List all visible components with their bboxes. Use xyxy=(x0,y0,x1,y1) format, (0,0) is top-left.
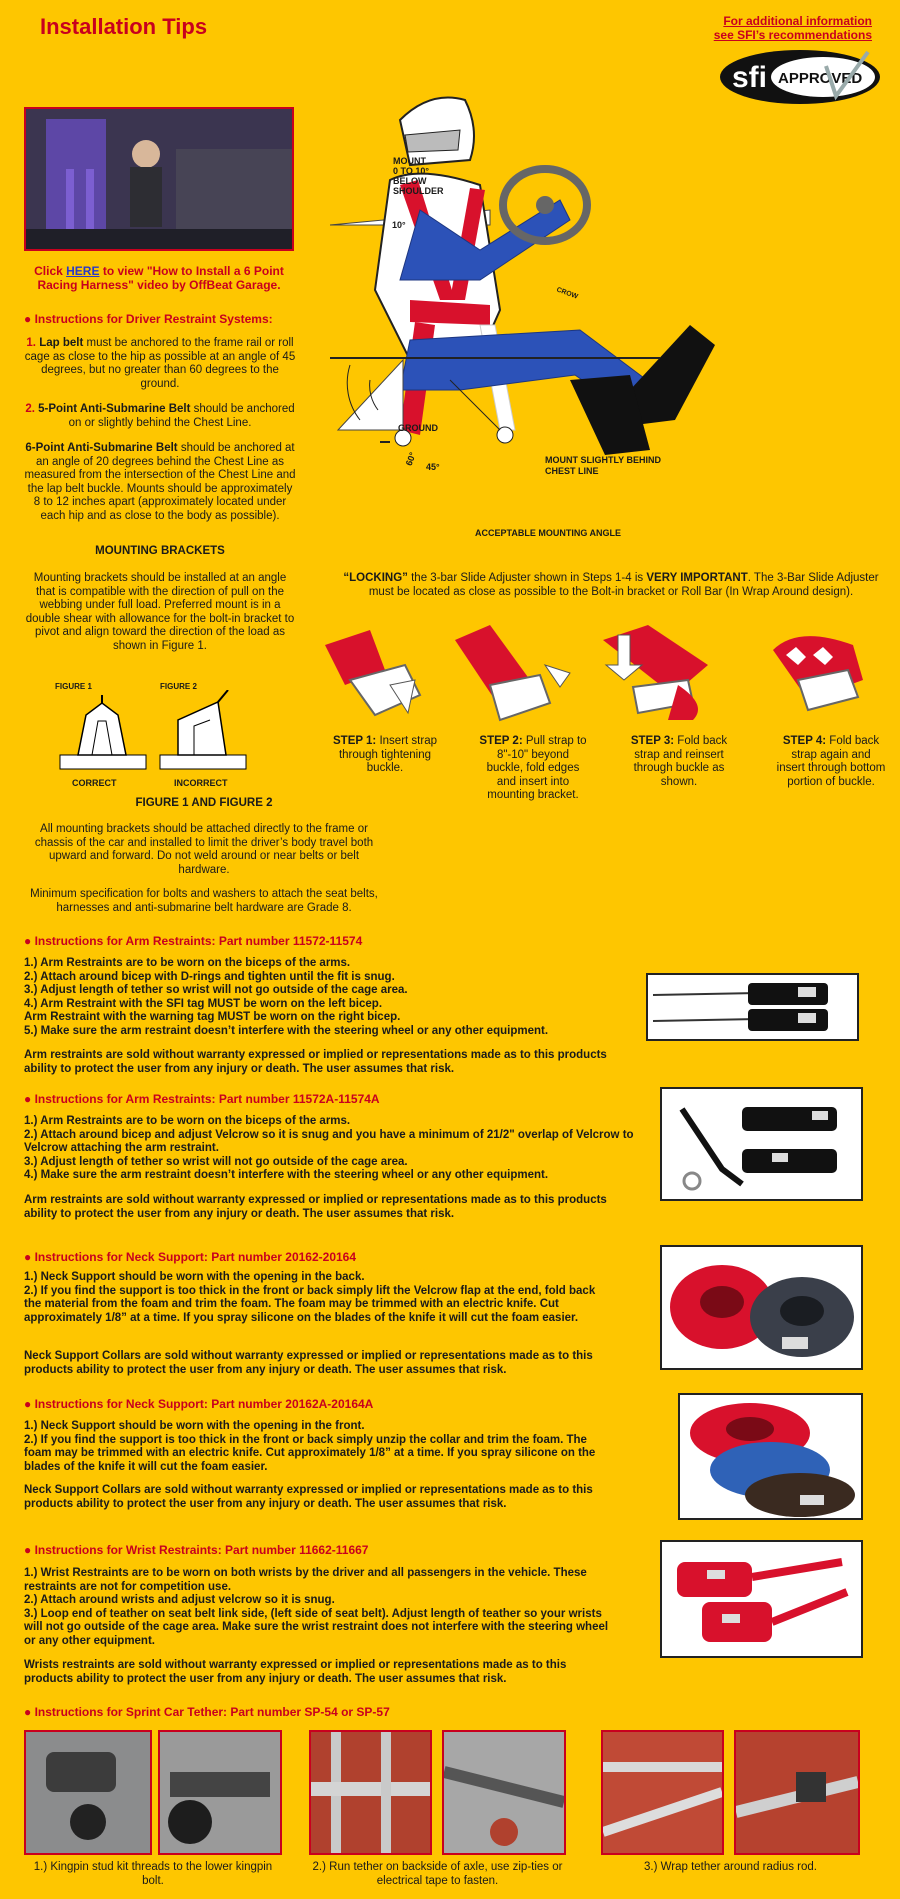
lap-belt-paragraph: 1. Lap belt must be anchored to the frame rail or roll cage as close to the hip as possible at an angle of 45 degrees, but no greater than 60 degrees to the ground. xyxy=(24,337,296,390)
six-point-paragraph: 6-Point Anti-Submarine Belt should be anchored at an angle of 20 degrees behind the Chest Line as measured from the intersection of the Chest Line and the lap belt buckle. Mounts should be approximately 8 to 12 inches apart (approximately located under each hip and as close to the body as possible). xyxy=(24,442,296,522)
sprint-tether-heading: ● Instructions for Sprint Car Tether: Part number SP-54 or SP-57 xyxy=(24,1705,390,1719)
figures-heading: FIGURE 1 AND FIGURE 2 xyxy=(135,797,273,809)
step3-text: STEP 3: Fold back strap and reinsert through buckle as shown. xyxy=(630,735,728,788)
arm-restraint-list-2: 1.) Arm Restraints are to be worn on the biceps of the arms. 2.) Attach around bicep and adjust Velcrow so it is snug and you have a minimum of 21/2" overlap of Velcrow to Velcrow attaching the arm restraint. 3.) Adjust length of tether so wrist will not go outside of the cage area. 4.) Make sure the arm restraint doesn’t interfere with the steering wheel or any other equipment. xyxy=(24,1115,634,1181)
zip-neck-collar-icon xyxy=(680,1395,861,1518)
mounting-brackets-text: Mounting brackets should be installed at an angle that is compatible with the direction of pull on the webbing under full load. Preferred mount is in a double shear with allowance for the bolt-in bracket to pivot and align toward the direction of the load as shown in Figure 1. xyxy=(25,572,295,652)
mounting-brackets-heading: MOUNTING BRACKETS xyxy=(95,545,225,557)
step2-text: STEP 2: Pull strap to 8"-10" beyond buckle, fold edges and insert into mounting bracket. xyxy=(479,735,587,801)
kingpin-bolt-photo-icon xyxy=(160,1732,280,1853)
figure1-correct-label: CORRECT xyxy=(72,778,117,788)
sfi-recommendations-link[interactable] xyxy=(714,14,872,42)
neck-support-list-1: 1.) Neck Support should be worn with the opening in the back. 2.) If you find the support is too thick in the front or back simply lift the Velcrow flap at the end, fold back the material from the foam and trim the foam. The foam may be trimmed with an electric knife. Cut approximately 1/8” at a time. If you spray silicone on the blades of the knife it will cut the foam easier. xyxy=(24,1271,596,1324)
sfi-badge-right: APPROVED xyxy=(778,70,863,87)
arm-restraint-list-1: 1.) Arm Restraints are to be worn on the biceps of the arms. 2.) Attach around bicep with D-rings and tighten until the fit is snug. 3.) Adjust length of tether so wrist will not go outside of the cage area. 4.) Arm Restraint with the SFI tag MUST be worn on the left bicep. Arm Restraint with the warning tag MUST be worn on the right bicep. 5.) Make sure the arm restraint doesn’t interfere with the steering wheel or any other equipment. xyxy=(24,957,549,1037)
bolt-spec-text: Minimum specification for bolts and washers to attach the seat belts, harnesses and anti-submarine belt hardware are Grade 8. xyxy=(30,888,378,914)
neck-support-disclaimer-1: Neck Support Collars are sold without warranty expressed or implied or representations made as to this products ability to protect the user from any injury or death. The user assumes that risk. xyxy=(24,1350,593,1376)
neck-support-product-image-2 xyxy=(678,1393,863,1520)
angle-10-label: 10° xyxy=(392,220,406,230)
wrist-restraint-disclaimer: Wrists restraints are sold without warranty expressed or implied or representations made as to this products ability to protect the user from any injury or death. The user assumes that risk. xyxy=(24,1659,567,1685)
figure2-incorrect-label: INCORRECT xyxy=(174,778,228,788)
sprint-caption-1: 1.) Kingpin stud kit threads to the lower kingpin bolt. xyxy=(33,1861,273,1887)
sprint-photo-3a xyxy=(601,1730,724,1855)
driver-restraint-heading: ● Instructions for Driver Restraint Systems: xyxy=(24,312,273,326)
diagram-buckle-label: CROW xyxy=(555,286,579,301)
sprint-photo-1a xyxy=(24,1730,152,1855)
sprint-caption-3: 3.) Wrap tether around radius rod. xyxy=(643,1861,818,1873)
radius-rod-wrap-photo-icon xyxy=(736,1732,858,1853)
arm-restraint-disclaimer-2: Arm restraints are sold without warranty expressed or implied or representations made as to this products ability to protect the user from any injury or death. The user assumes that risk. xyxy=(24,1194,607,1220)
neck-support-heading-1: ● Instructions for Neck Support: Part number 20162-20164 xyxy=(24,1250,357,1264)
harness-video-thumbnail[interactable] xyxy=(24,107,294,251)
sprint-photo-2b xyxy=(442,1730,566,1855)
velcro-arm-restraint-icon xyxy=(662,1089,861,1199)
sprint-caption-2: 2.) Run tether on backside of axle, use zip-ties or electrical tape to fasten. xyxy=(312,1861,563,1887)
angle-45-label: 45° xyxy=(426,462,440,472)
step4-buckle-icon xyxy=(768,625,878,725)
figure2-incorrect-bracket-icon xyxy=(158,690,248,775)
five-point-paragraph: 2. 5-Point Anti-Submarine Belt should be anchored on or slightly behind the Chest Line. xyxy=(25,403,295,429)
arm-restraint-heading-2: ● Instructions for Arm Restraints: Part number 11572A-11574A xyxy=(24,1092,380,1106)
wrist-restraint-list: 1.) Wrist Restraints are to be worn on both wrists by the driver and all passengers in the vehicle. These restraints are not for competition use. 2.) Attach around wrists and adjust velcrow so it is snug. 3.) Loop end of teather on seat belt link side, (left side of seat belt). Adjust length of teather so your wrists will not go outside of the cage area. Make sure the wrist restraint does not interfere with the steering wheel or any other equipment. xyxy=(24,1567,609,1647)
radius-rod-photo-icon xyxy=(603,1732,722,1853)
figure1-correct-bracket-icon xyxy=(58,695,148,775)
locking-note: “LOCKING” the 3-bar Slide Adjuster shown in Steps 1-4 is VERY IMPORTANT. The 3-Bar Slide Adjuster must be located as close as possible to the Bolt-in bracket or Roll Bar (In Wrap Around design). xyxy=(343,572,879,598)
mount-below-shoulder-label: MOUNT 0 TO 10° BELOW SHOULDER xyxy=(393,156,444,196)
figure1-label: FIGURE 1 xyxy=(55,682,92,691)
arm-restraint-disclaimer-1: Arm restraints are sold without warranty expressed or implied or representations made as to this products ability to protect the user from any injury or death. The user assumes that risk. xyxy=(24,1049,607,1075)
arm-restraint-product-image-2 xyxy=(660,1087,863,1201)
wrist-restraint-product-image xyxy=(660,1540,863,1658)
sfi-link-line2[interactable]: see SFI’s recommendations xyxy=(713,28,872,42)
driver-in-seat-photo-icon xyxy=(26,109,294,251)
page-title: Installation Tips xyxy=(40,14,208,39)
ground-label: GROUND xyxy=(398,423,438,433)
wrist-restraint-icon xyxy=(662,1542,861,1656)
mount-behind-chest-label: MOUNT SLIGHTLY BEHIND CHEST LINE xyxy=(545,455,662,476)
arm-restraint-icon xyxy=(648,975,857,1039)
axle-tether-photo-icon xyxy=(311,1732,430,1853)
neck-support-disclaimer-2: Neck Support Collars are sold without warranty expressed or implied or representations made as to this products ability to protect the user from any injury or death. The user assumes that risk. xyxy=(24,1484,593,1510)
wrist-restraint-heading: ● Instructions for Wrist Restraints: Part number 11662-11667 xyxy=(24,1543,369,1557)
acceptable-angle-label: ACCEPTABLE MOUNTING ANGLE xyxy=(475,528,621,538)
step1-buckle-icon xyxy=(320,625,440,725)
figure2-label: FIGURE 2 xyxy=(160,682,197,691)
sfi-badge-left: sfi xyxy=(732,61,768,94)
kingpin-photo-icon xyxy=(26,1732,150,1853)
zip-tie-photo-icon xyxy=(444,1732,564,1853)
neck-support-product-image-1 xyxy=(660,1245,863,1370)
sfi-link-line1[interactable]: For additional information xyxy=(723,14,872,28)
video-caption: Click HERE to view "How to Install a 6 Point Racing Harness" video by OffBeat Garage. xyxy=(34,264,284,292)
arm-restraint-heading-1: ● Instructions for Arm Restraints: Part number 11572-11574 xyxy=(24,934,363,948)
angle-60-label: 60° xyxy=(403,450,418,468)
arm-restraint-product-image-1 xyxy=(646,973,859,1041)
video-here-link[interactable]: HERE xyxy=(66,264,100,278)
sprint-photo-3b xyxy=(734,1730,860,1855)
neck-collar-icon xyxy=(662,1247,861,1368)
step2-buckle-icon xyxy=(450,625,580,725)
sprint-photo-1b xyxy=(158,1730,282,1855)
step4-text: STEP 4: Fold back strap again and insert through bottom portion of buckle. xyxy=(776,735,886,788)
step3-buckle-icon xyxy=(598,625,718,725)
sprint-photo-2a xyxy=(309,1730,432,1855)
mounting-brackets-text2: All mounting brackets should be attached directly to the frame or chassis of the car and installed to limit the driver’s body travel both upward and forward. Do not weld around or near belts or belt hardware. xyxy=(34,823,374,876)
neck-support-heading-2: ● Instructions for Neck Support: Part number 20162A-20164A xyxy=(24,1397,374,1411)
step1-text: STEP 1: Insert strap through tightening buckle. xyxy=(333,735,437,774)
neck-support-list-2: 1.) Neck Support should be worn with the opening in the front. 2.) If you find the support is too thick in the front or back simply unzip the collar and trim the foam. The foam may be trimmed with an electric knife. Cut approximately 1/8” at a time. If you spray silicone on the blades of the knife it will cut the foam easier. xyxy=(24,1420,596,1473)
